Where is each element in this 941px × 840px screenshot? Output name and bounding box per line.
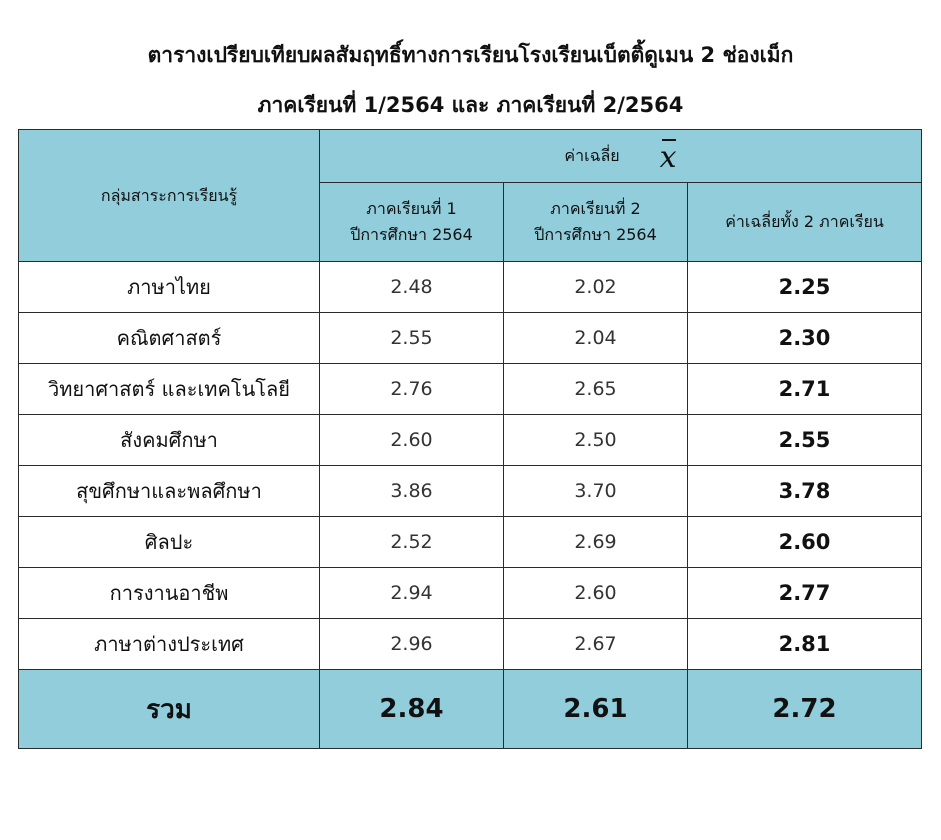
average-header	[320, 130, 922, 183]
subject-group-header: กลุ่มสาระการเรียนรู้	[19, 130, 320, 262]
average-score: 3.78	[688, 466, 922, 517]
grades-table	[18, 129, 922, 749]
average-score: 2.55	[688, 415, 922, 466]
semester1-score: 2.60	[320, 415, 504, 466]
subject-name: ภาษาไทย	[19, 262, 320, 313]
subject-name: ศิลปะ	[19, 517, 320, 568]
semester1-score: 2.52	[320, 517, 504, 568]
table-row	[19, 517, 922, 568]
subject-name: ภาษาต่างประเทศ	[19, 619, 320, 670]
semester2-header-line2: ปีการศึกษา 2564	[534, 225, 657, 244]
semester2-score: 2.04	[504, 313, 688, 364]
semester1-score: 2.94	[320, 568, 504, 619]
page-title: ตารางเปรียบเทียบผลสัมฤทธิ์ทางการเรียนโรงเรียนเบ็ตติ้ดูเมน 2 ช่องเม็ก	[147, 43, 794, 67]
table-row	[19, 568, 922, 619]
average-score: 2.71	[688, 364, 922, 415]
semester2-score: 2.50	[504, 415, 688, 466]
table-row	[19, 313, 922, 364]
total-row	[19, 670, 922, 749]
semester2-score: 2.60	[504, 568, 688, 619]
subject-name: คณิตศาสตร์	[19, 313, 320, 364]
average-score: 2.30	[688, 313, 922, 364]
page-subtitle: ภาคเรียนที่ 1/2564 และ ภาคเรียนที่ 2/2564	[257, 93, 684, 117]
semester2-score: 2.65	[504, 364, 688, 415]
average-score: 2.77	[688, 568, 922, 619]
subject-name: วิทยาศาสตร์ และเทคโนโลยี	[19, 364, 320, 415]
semester2-score: 2.02	[504, 262, 688, 313]
total-label: รวม	[19, 670, 320, 749]
subject-name: สุขศึกษาและพลศึกษา	[19, 466, 320, 517]
both-semesters-header: ค่าเฉลี่ยทั้ง 2 ภาคเรียน	[688, 183, 922, 262]
average-score: 2.25	[688, 262, 922, 313]
average-score: 2.81	[688, 619, 922, 670]
semester1-header	[320, 183, 504, 262]
semester1-score: 2.55	[320, 313, 504, 364]
table-row	[19, 415, 922, 466]
subject-name: การงานอาชีพ	[19, 568, 320, 619]
semester2-score: 2.67	[504, 619, 688, 670]
semester2-header-line1: ภาคเรียนที่ 2	[550, 199, 641, 218]
subject-name: สังคมศึกษา	[19, 415, 320, 466]
average-score: 2.60	[688, 517, 922, 568]
semester1-header-line1: ภาคเรียนที่ 1	[366, 199, 457, 218]
semester1-score: 2.76	[320, 364, 504, 415]
table-row	[19, 262, 922, 313]
table-row	[19, 364, 922, 415]
semester2-score: 2.69	[504, 517, 688, 568]
semester1-score: 2.48	[320, 262, 504, 313]
semester1-score: 3.86	[320, 466, 504, 517]
semester2-header	[504, 183, 688, 262]
total-average-score: 2.72	[688, 670, 922, 749]
total-semester1-score: 2.84	[320, 670, 504, 749]
semester1-score: 2.96	[320, 619, 504, 670]
semester2-score: 3.70	[504, 466, 688, 517]
semester1-header-line2: ปีการศึกษา 2564	[350, 225, 473, 244]
average-header-label: ค่าเฉลี่ย	[564, 146, 620, 165]
table-row	[19, 466, 922, 517]
table-row	[19, 619, 922, 670]
total-semester2-score: 2.61	[504, 670, 688, 749]
mean-symbol: x	[659, 140, 677, 175]
